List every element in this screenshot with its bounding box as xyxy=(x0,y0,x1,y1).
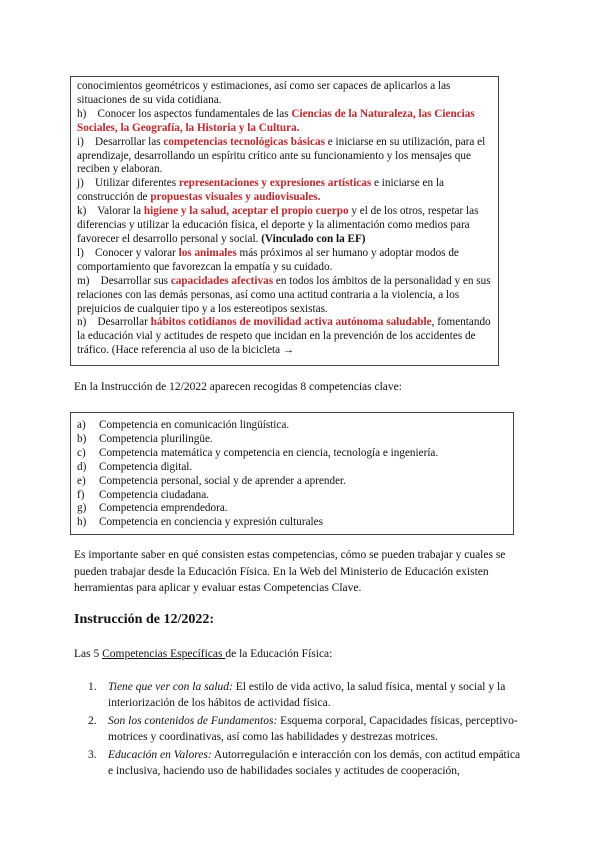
objective-m: m) Desarrollar sus capacidades afectivas en todos los ámbitos de la personalidad y en sus relaciones con las demás personas, así como una actitud contraria a la violencia, a los prejuicios de cualquier tipo y a los estereotipos sexistas. xyxy=(77,274,491,315)
objective-j: j) Utilizar diferentes representaciones y expresiones artísticas e iniciarse en la construcción de propuestas visuales y audiovisuales. xyxy=(77,177,444,204)
section-subtitle: Las 5 Competencias Específicas de la Educación Física: xyxy=(74,648,333,660)
list-item: a) Competencia en comunicación lingüística. xyxy=(77,419,290,431)
list-item: e) Competencia personal, social y de aprender a aprender. xyxy=(77,474,346,487)
competencias-lead: En la Instrucción de 12/2022 aparecen recogidas 8 competencias clave: xyxy=(74,381,402,393)
competencias-box xyxy=(70,412,514,535)
list-item: b) Competencia plurilingüe. xyxy=(77,432,213,445)
objectives-box xyxy=(70,76,499,366)
objective-h: h) Conocer los aspectos fundamentales de las Ciencias de la Naturaleza, las Ciencias Sociales, la Geografía, la Historia y la Cultura. xyxy=(77,107,475,134)
list-item: f) Competencia ciudadana. xyxy=(77,488,209,501)
objective-n: n) Desarrollar hábitos cotidianos de movilidad activa autónoma saludable, fomentando la educación vial y actitudes de respeto que incidan en la prevención de los accidentes de tráfico. (Hace referencia al uso de la bicicleta → xyxy=(77,316,491,357)
list-item: g) Competencia emprendedora. xyxy=(77,502,228,515)
list-item: d) Competencia digital. xyxy=(77,460,193,473)
section-heading: Instrucción de 12/2022: xyxy=(74,612,214,627)
specific-competencies-list xyxy=(88,679,528,780)
objective-i: i) Desarrollar las competencias tecnológicas básicas e iniciarse en su utilización, para el aprendizaje, desarrollando un espíritu crítico ante su funcionamiento y los mensajes que reciben y elaboran. xyxy=(77,135,486,176)
competencias-especificas-link[interactable]: Competencias Específicas xyxy=(102,648,226,660)
list-item: c) Competencia matemática y competencia en ciencia, tecnología e ingeniería. xyxy=(77,446,439,459)
list-item: 1. Tiene que ver con la salud: El estilo de vida activo, la salud física, mental y social y la interiorización de los hábitos de actividad física. xyxy=(88,681,506,710)
objective-l: l) Conocer y valorar los animales más próximos al ser humano y adoptar modos de comportamiento que favorezcan la empatía y su cuidado. xyxy=(77,246,459,273)
objective-k: k) Valorar la higiene y la salud, aceptar el propio cuerpo y el de los otros, respetar las diferencias y utilizar la educación física, el deporte y la alimentación como medios para favorecer el desarrollo personal y social. (Vinculado con la EF) xyxy=(77,205,479,245)
list-item: h) Competencia en conciencia y expresión culturales xyxy=(77,516,323,529)
list-item: 2. Son los contenidos de Fundamentos: Esquema corporal, Capacidades físicas, perceptivo-motrices y coordinativas, así como las habilidades y destrezas motrices. xyxy=(88,714,518,744)
body-paragraph: Es importante saber en qué consisten estas competencias, cómo se pueden trabajar y cuales se pueden trabajar desde la Educación Física. En la Web del Ministerio de Educación existen herramientas para aplicar y evaluar estas Competencias Clave. xyxy=(74,549,506,595)
list-item: 3. Educación en Valores: Autorregulación e interacción con los demás, con actitud empática e inclusiva, haciendo uso de habilidades sociales y actitudes de cooperación, xyxy=(88,748,521,778)
intro-text: conocimientos geométricos y estimaciones, así como ser capaces de aplicarlos a las situaciones de su vida cotidiana. xyxy=(77,80,451,106)
